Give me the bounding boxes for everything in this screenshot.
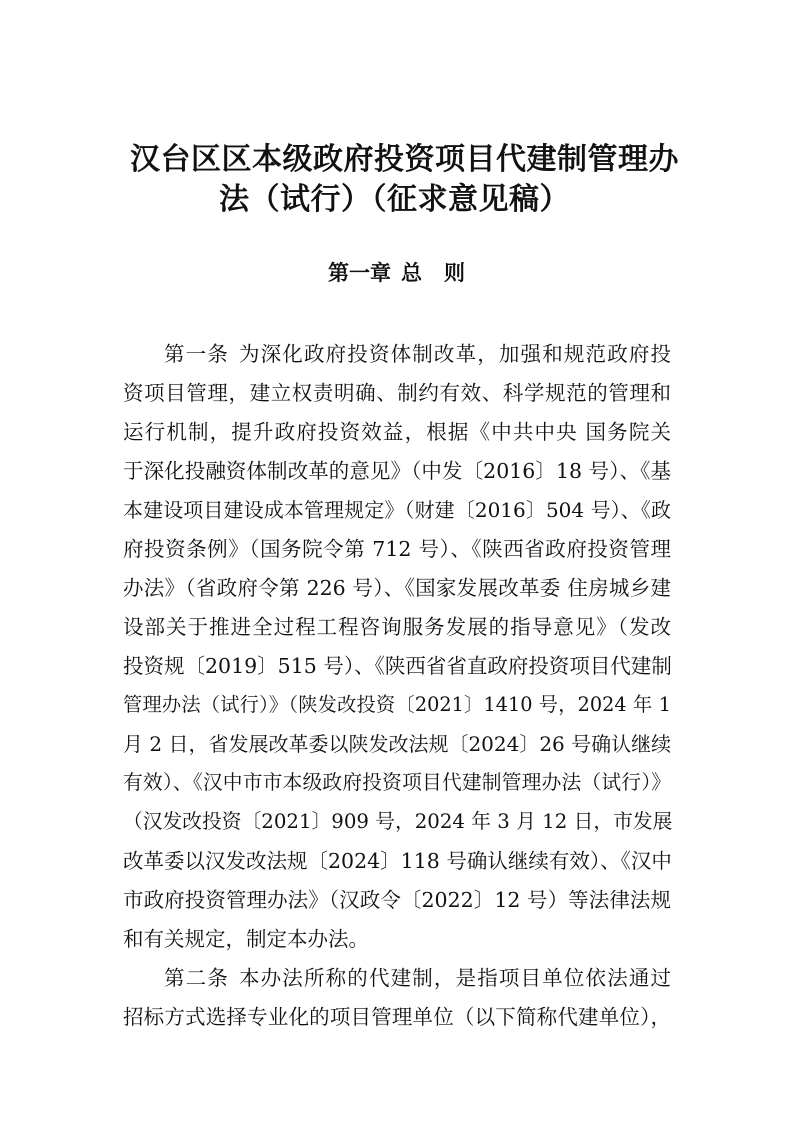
article-1-line: 本建设项目建设成本管理规定》（财建〔2016〕504 号）、《政 bbox=[123, 498, 671, 522]
document-title-line-2: 法（试行）（征求意见稿） bbox=[219, 182, 570, 217]
article-2-line bbox=[164, 964, 671, 992]
article-1-line: 资项目管理，建立权责明确、制约有效、科学规范的管理和 bbox=[123, 381, 671, 405]
chapter-name-part-2: 则 bbox=[444, 261, 465, 285]
chapter-heading bbox=[0, 258, 793, 288]
article-1-line: 和有关规定，制定本办法。 bbox=[123, 927, 369, 951]
article-1-line: 办法》（省政府令第 226 号）、《国家发展改革委 住房城乡建 bbox=[123, 576, 671, 600]
article-1-line: 月 2 日，省发展改革委以陕发改法规〔2024〕26 号确认继续 bbox=[123, 732, 672, 756]
document-title-line-1: 汉台区区本级政府投资项目代建制管理办 bbox=[130, 142, 679, 177]
article-2-text: 本办法所称的代建制，是指项目单位依法通过 bbox=[238, 966, 672, 990]
article-1-line: （汉发改投资〔2021〕909 号，2024 年 3 月 12 日，市发展 bbox=[123, 810, 673, 833]
article-1-line: 有效）、《汉中市市本级政府投资项目代建制管理办法（试行）》 bbox=[123, 771, 671, 794]
article-1-line: 改革委以汉发改法规〔2024〕118 号确认继续有效）、《汉中 bbox=[123, 849, 672, 873]
article-1-label: 第一条 bbox=[164, 342, 229, 366]
article-1-line: 设部关于推进全过程工程咨询服务发展的指导意见》（发改 bbox=[123, 615, 671, 639]
article-2-line: 招标方式选择专业化的项目管理单位（以下简称代建单位）， bbox=[123, 1005, 671, 1029]
chapter-name-part-1: 总 bbox=[401, 261, 422, 285]
article-1-text: 为深化政府投资体制改革，加强和规范政府投 bbox=[238, 342, 672, 366]
article-1-line bbox=[164, 340, 671, 368]
article-1-line: 管理办法（试行）》（陕发改投资〔2021〕1410 号，2024 年 1 bbox=[123, 693, 671, 716]
article-2-label: 第二条 bbox=[164, 966, 229, 990]
article-1-line: 府投资条例》（国务院令第 712 号）、《陕西省政府投资管理 bbox=[123, 537, 671, 561]
article-1-line: 运行机制，提升政府投资效益，根据《中共中央 国务院关 bbox=[123, 420, 671, 444]
article-1-line: 投资规〔2019〕515 号）、《陕西省省直政府投资项目代建制 bbox=[123, 654, 672, 678]
chapter-number: 第一章 bbox=[328, 261, 391, 285]
article-1-line: 于深化投融资体制改革的意见》（中发〔2016〕18 号）、《基 bbox=[123, 459, 671, 483]
article-1-line: 市政府投资管理办法》（汉政令〔2022〕12 号）等法律法规 bbox=[123, 888, 671, 912]
